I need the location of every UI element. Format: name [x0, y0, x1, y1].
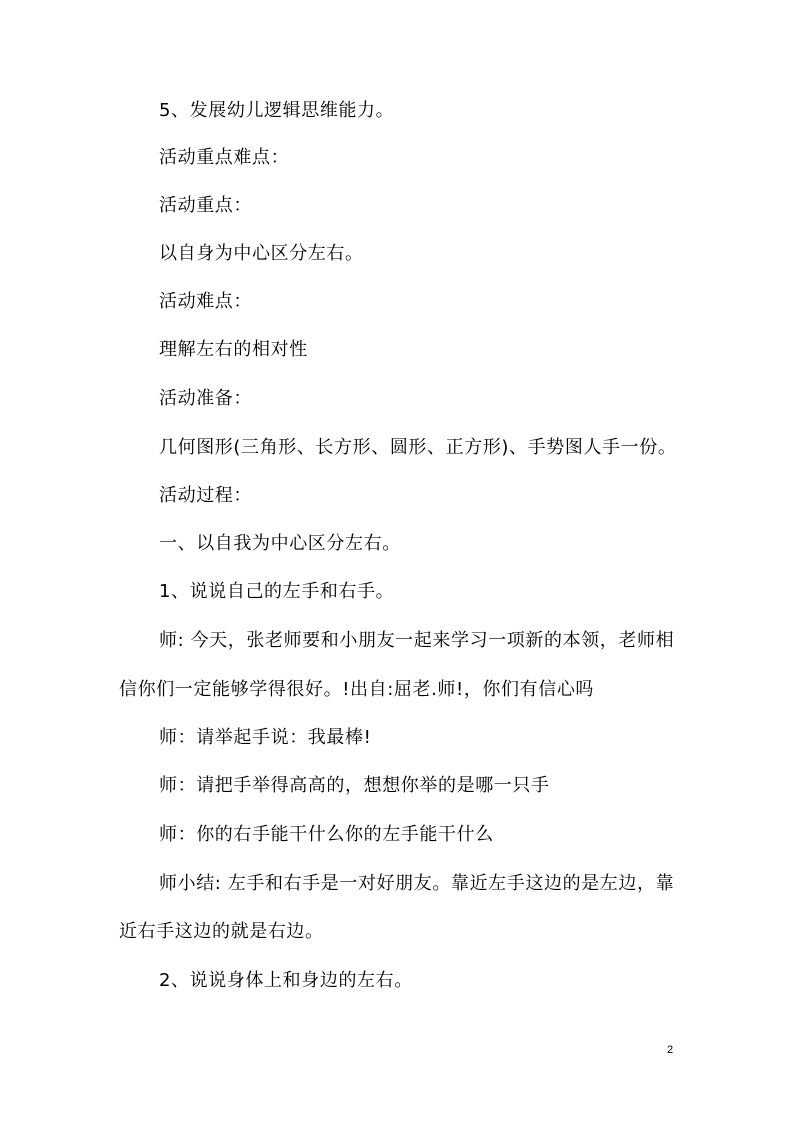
text-line-teacher-intro-cont: 信你们一定能够学得很好。!出自:屈老.师!，你们有信心吗	[119, 679, 595, 700]
heading-key-difficult-points: 活动重点难点：	[159, 147, 290, 168]
text-line-raise-hand: 师：请举起手说：我最棒!	[159, 727, 372, 748]
heading-difficult-points: 活动难点：	[159, 291, 252, 312]
text-line-materials: 几何图形(三角形、长方形、圆形、正方形)、手势图人手一份。	[159, 437, 677, 458]
sub-heading-1: 1、说说自己的左手和右手。	[159, 581, 395, 602]
heading-process: 活动过程：	[159, 485, 252, 506]
page-number: 2	[667, 1044, 674, 1056]
section-heading-1: 一、以自我为中心区分左右。	[159, 533, 401, 554]
text-line-teacher-intro: 师: 今天，张老师要和小朋友一起来学习一项新的本领，老师相	[159, 630, 675, 651]
text-line-summary: 师小结: 左手和右手是一对好朋友。靠近左手这边的是左边，靠	[159, 873, 675, 894]
text-line-goal-5: 5、发展幼儿逻辑思维能力。	[159, 100, 395, 121]
text-line-key-point: 以自身为中心区分左右。	[159, 243, 364, 264]
text-line-difficult-point: 理解左右的相对性	[159, 339, 308, 360]
heading-preparation: 活动准备：	[159, 388, 252, 409]
text-line-what-can-do: 师：你的右手能干什么你的左手能干什么	[159, 824, 494, 845]
sub-heading-2: 2、说说身体上和身边的左右。	[159, 970, 413, 991]
heading-key-points: 活动重点：	[159, 195, 252, 216]
text-line-hold-high: 师：请把手举得高高的，想想你举的是哪一只手	[159, 775, 550, 796]
text-line-summary-cont: 近右手这边的就是右边。	[119, 921, 324, 942]
